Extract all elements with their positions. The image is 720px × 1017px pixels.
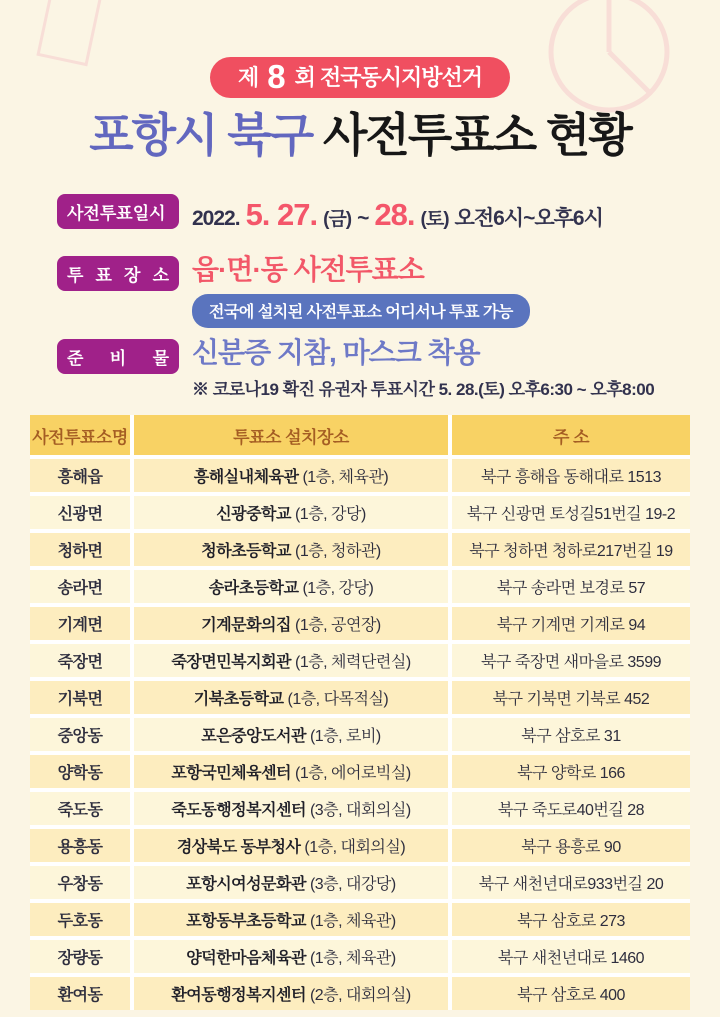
table-row bbox=[30, 496, 690, 529]
table-row bbox=[30, 903, 690, 936]
datetime-label-badge: 사전투표일시 bbox=[57, 194, 179, 229]
precinct-name: 양학동 bbox=[30, 755, 130, 788]
venue-name: 청하초등학교 bbox=[201, 543, 291, 560]
address: 북구 삼호로 31 bbox=[452, 718, 690, 751]
venue-detail: (1층, 청하관) bbox=[294, 543, 381, 560]
badge-number: 8 bbox=[267, 58, 286, 95]
address: 북구 삼호로 400 bbox=[452, 977, 690, 1010]
venue-name: 포은중앙도서관 bbox=[201, 728, 306, 745]
precinct-name: 장량동 bbox=[30, 940, 130, 973]
table-row bbox=[30, 977, 690, 1010]
venue-name: 경상북도 동부청사 bbox=[176, 839, 301, 856]
precinct-name: 신광면 bbox=[30, 496, 130, 529]
address: 북구 기북면 기북로 452 bbox=[452, 681, 690, 714]
venue-name: 흥해실내체육관 bbox=[193, 469, 299, 486]
precinct-name: 죽도동 bbox=[30, 792, 130, 825]
voting-hours: 오전6시~오후6시 bbox=[454, 207, 603, 230]
polling-place bbox=[134, 570, 448, 603]
date-start-weekday: (금) bbox=[323, 209, 352, 230]
table-row bbox=[30, 459, 690, 492]
venue-name: 죽장면민복지회관 bbox=[171, 654, 291, 671]
prep-label-badge: 준 비 물 bbox=[57, 339, 179, 374]
venue-detail: (1층, 체육관) bbox=[302, 469, 389, 486]
venue-detail: (1층, 체육관) bbox=[309, 913, 396, 930]
address: 북구 용흥로 90 bbox=[452, 829, 690, 862]
date-year: 2022. bbox=[192, 207, 240, 230]
col-header-precinct: 사전투표소명 bbox=[30, 415, 130, 455]
venue-detail: (1층, 체육관) bbox=[309, 950, 396, 967]
ballot-paper-icon bbox=[36, 0, 107, 66]
venue-name: 죽도동행정복지센터 bbox=[171, 802, 306, 819]
venue-detail: (1층, 대회의실) bbox=[304, 839, 406, 856]
polling-place bbox=[134, 755, 448, 788]
precinct-name: 송라면 bbox=[30, 570, 130, 603]
address: 북구 흥해읍 동해대로 1513 bbox=[452, 459, 690, 492]
place-value bbox=[192, 253, 530, 328]
address: 북구 새천년대로933번길 20 bbox=[452, 866, 690, 899]
venue-name: 송라초등학교 bbox=[208, 580, 299, 597]
table-row bbox=[30, 607, 690, 640]
venue-detail: (1층, 체력단련실) bbox=[294, 654, 411, 671]
title-district: 포항시 북구 bbox=[89, 109, 313, 161]
address: 북구 죽장면 새마을로 3599 bbox=[452, 644, 690, 677]
table-row bbox=[30, 940, 690, 973]
page-title bbox=[0, 107, 720, 163]
venue-detail: (1층, 강당) bbox=[302, 580, 374, 597]
precinct-name: 중앙동 bbox=[30, 718, 130, 751]
venue-detail: (1층, 로비) bbox=[309, 728, 381, 745]
table-row bbox=[30, 755, 690, 788]
address: 북구 죽도로40번길 28 bbox=[452, 792, 690, 825]
voting-stamp-icon bbox=[543, 0, 675, 118]
polling-place bbox=[134, 792, 448, 825]
polling-place bbox=[134, 866, 448, 899]
table-header-row bbox=[30, 415, 690, 455]
place-label-badge: 투 표 장 소 bbox=[57, 256, 179, 291]
prep-value bbox=[192, 336, 654, 400]
address: 북구 송라면 보경로 57 bbox=[452, 570, 690, 603]
place-note-pill: 전국에 설치된 사전투표소 어디서나 투표 가능 bbox=[192, 294, 530, 328]
polling-stations-table bbox=[30, 415, 690, 1010]
date-start: 5. 27. bbox=[245, 197, 318, 232]
badge-suffix: 회 전국동시지방선거 bbox=[294, 65, 482, 90]
venue-detail: (3층, 대강당) bbox=[309, 876, 396, 893]
address: 북구 양학로 166 bbox=[452, 755, 690, 788]
precinct-name: 흥해읍 bbox=[30, 459, 130, 492]
election-round-badge bbox=[210, 57, 510, 98]
table-row bbox=[30, 681, 690, 714]
table-row bbox=[30, 866, 690, 899]
date-tilde: ~ bbox=[357, 207, 369, 230]
badge-prefix: 제 bbox=[237, 65, 259, 90]
address: 북구 기계면 기계로 94 bbox=[452, 607, 690, 640]
polling-place bbox=[134, 607, 448, 640]
polling-place bbox=[134, 533, 448, 566]
datetime-value bbox=[192, 191, 603, 233]
venue-name: 포항국민체육센터 bbox=[171, 765, 291, 782]
table-row bbox=[30, 829, 690, 862]
address: 북구 청하면 청하로217번길 19 bbox=[452, 533, 690, 566]
precinct-name: 용흥동 bbox=[30, 829, 130, 862]
venue-detail: (3층, 대회의실) bbox=[309, 802, 411, 819]
polling-place bbox=[134, 644, 448, 677]
venue-detail: (2층, 대회의실) bbox=[309, 987, 411, 1004]
address: 북구 새천년대로 1460 bbox=[452, 940, 690, 973]
table-row bbox=[30, 644, 690, 677]
precinct-name: 환여동 bbox=[30, 977, 130, 1010]
venue-detail: (1층, 다목적실) bbox=[287, 691, 389, 708]
info-section bbox=[57, 191, 720, 400]
venue-detail: (1층, 공연장) bbox=[294, 617, 381, 634]
polling-place bbox=[134, 977, 448, 1010]
precinct-name: 우창동 bbox=[30, 866, 130, 899]
venue-detail: (1층, 에어로빅실) bbox=[294, 765, 411, 782]
venue-name: 신광중학교 bbox=[216, 506, 291, 523]
venue-name: 양덕한마음체육관 bbox=[186, 950, 306, 967]
polling-place bbox=[134, 496, 448, 529]
table-row bbox=[30, 533, 690, 566]
venue-name: 환여동행정복지센터 bbox=[171, 987, 306, 1004]
prep-heading: 신분증 지참, 마스크 착용 bbox=[192, 337, 480, 368]
venue-name: 포항동부초등학교 bbox=[186, 913, 306, 930]
address: 북구 삼호로 273 bbox=[452, 903, 690, 936]
table-row bbox=[30, 570, 690, 603]
precinct-name: 청하면 bbox=[30, 533, 130, 566]
table-row bbox=[30, 718, 690, 751]
table-row bbox=[30, 792, 690, 825]
info-row-datetime bbox=[57, 191, 720, 233]
polling-place bbox=[134, 940, 448, 973]
polling-place bbox=[134, 459, 448, 492]
info-row-preparation bbox=[57, 336, 720, 400]
venue-name: 기계문화의집 bbox=[201, 617, 291, 634]
address: 북구 신광면 토성길51번길 19-2 bbox=[452, 496, 690, 529]
date-end-weekday: (토) bbox=[420, 209, 449, 230]
polling-place bbox=[134, 903, 448, 936]
venue-name: 기북초등학교 bbox=[193, 691, 284, 708]
precinct-name: 두호동 bbox=[30, 903, 130, 936]
precinct-name: 기계면 bbox=[30, 607, 130, 640]
col-header-address: 주 소 bbox=[452, 415, 690, 455]
polling-place bbox=[134, 681, 448, 714]
covid-voting-note: ※ 코로나19 확진 유권자 투표시간 5. 28.(토) 오후6:30 ~ 오후8:00 bbox=[192, 380, 655, 399]
venue-name: 포항시여성문화관 bbox=[186, 876, 306, 893]
place-heading: 읍·면·동 사전투표소 bbox=[192, 254, 424, 285]
title-rest: 사전투표소 현황 bbox=[312, 109, 631, 161]
precinct-name: 기북면 bbox=[30, 681, 130, 714]
col-header-place: 투표소 설치장소 bbox=[134, 415, 448, 455]
date-end: 28. bbox=[374, 197, 415, 232]
precinct-name: 죽장면 bbox=[30, 644, 130, 677]
polling-place bbox=[134, 718, 448, 751]
venue-detail: (1층, 강당) bbox=[294, 506, 366, 523]
polling-place bbox=[134, 829, 448, 862]
info-row-place bbox=[57, 253, 720, 328]
